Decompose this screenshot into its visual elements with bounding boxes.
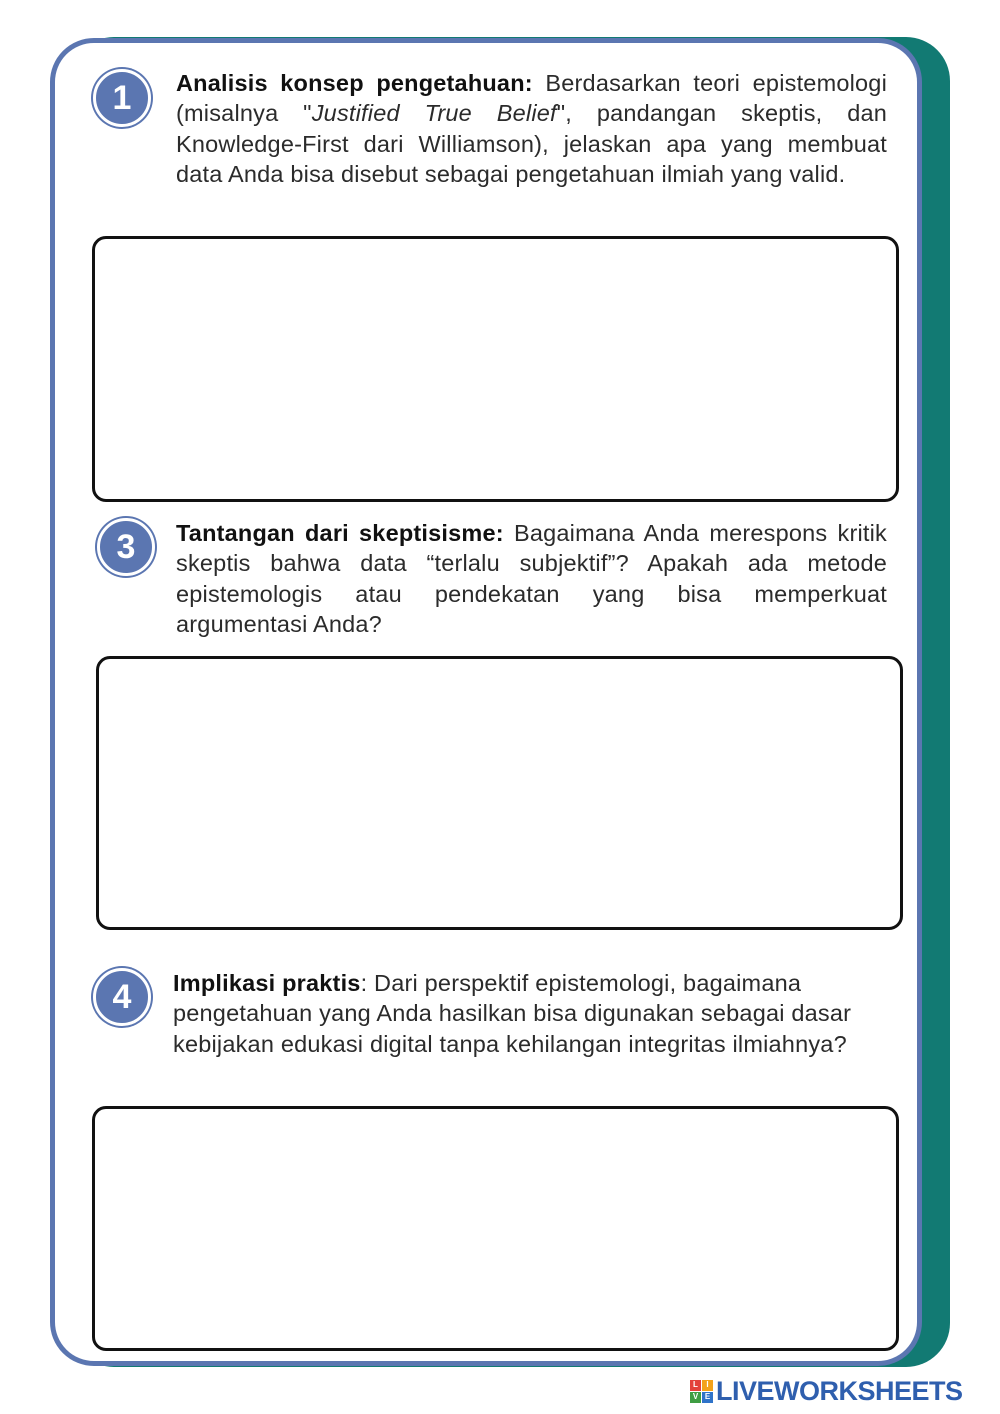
logo-text: LIVEWORKSHEETS (716, 1375, 963, 1406)
question-3-number-badge (97, 518, 155, 576)
question-1-number: 1 (112, 78, 132, 117)
question-1-text-after: ", pandangan skeptis, dan Knowledge-First dari Williamson), jelaskan apa yang membuat data Anda bisa disebut sebagai pengetahuan ilmiah yang valid. (176, 100, 888, 187)
question-1-number-badge (93, 69, 151, 127)
question-3-title: Tantangan dari skeptisisme: (176, 520, 504, 546)
question-3-text: Bagaimana Anda merespons kritik skeptis bahwa data “terlalu subjektif”? Apakah ada metode epistemologis atau pendekatan yang bisa memperkuat argumentasi Anda? (176, 520, 888, 637)
question-4-text: : Dari perspektif epistemologi, bagaimana pengetahuan yang Anda hasilkan bisa digunakan sebagai dasar kebijakan edukasi digital tanpa kehilangan integritas ilmiahnya? (173, 970, 852, 1057)
question-1-prompt (176, 68, 887, 189)
logo-grid-icon (690, 1380, 713, 1403)
question-4-title: Implikasi praktis (173, 970, 361, 996)
question-3-number: 3 (116, 527, 136, 566)
logo-grid-letter-v: V (690, 1392, 701, 1403)
logo-grid-letter-e: E (702, 1392, 713, 1403)
logo-grid-letter-l: L (690, 1380, 701, 1391)
answer-box-4[interactable] (92, 1106, 899, 1351)
liveworksheets-logo (690, 1376, 963, 1406)
question-3-prompt (176, 518, 887, 639)
logo-grid-letter-i: I (702, 1380, 713, 1391)
question-4-number: 4 (112, 977, 132, 1016)
answer-box-3[interactable] (96, 656, 903, 930)
question-1-title: Analisis konsep pengetahuan: (176, 70, 533, 96)
question-1-text-before: Berdasarkan teori epistemologi (misalnya " (176, 70, 888, 127)
answer-box-1[interactable] (92, 236, 899, 502)
question-1-italic-term: Justified True Belief (311, 100, 557, 127)
question-4-prompt (173, 968, 888, 1059)
question-4-number-badge (93, 968, 151, 1026)
